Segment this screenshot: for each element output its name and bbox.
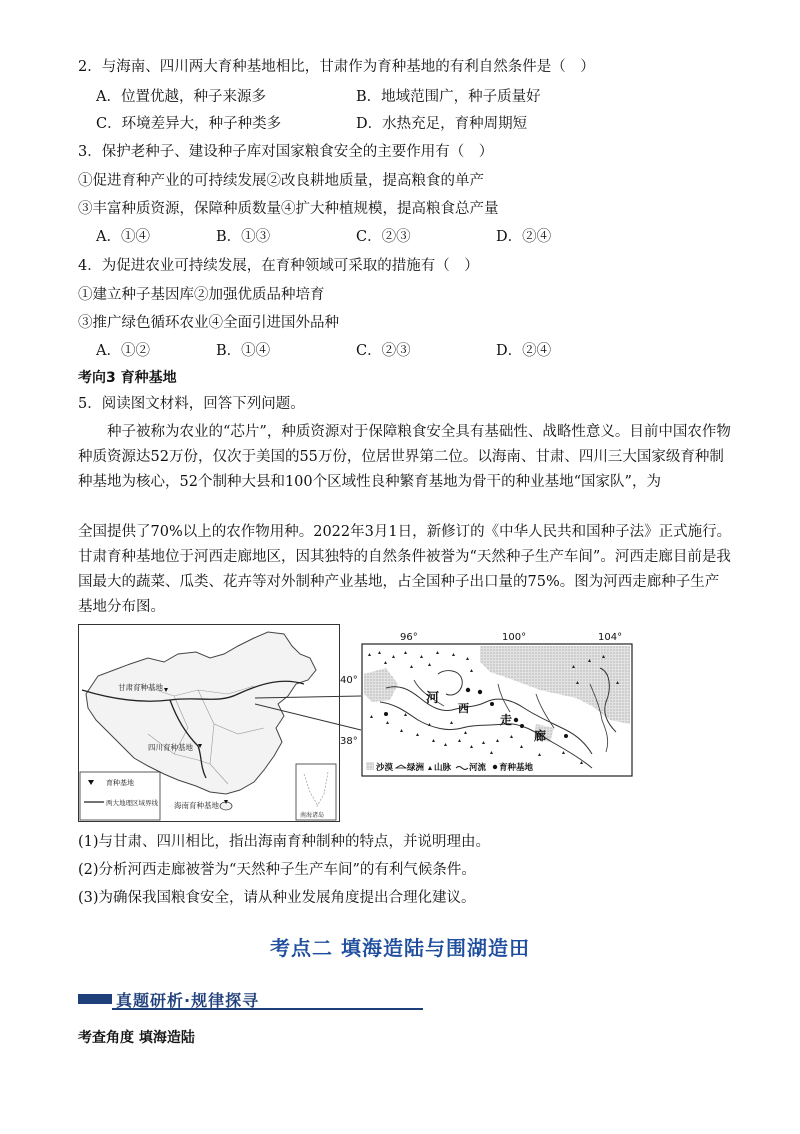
lon-96-label: 96° [400, 632, 418, 643]
q2-option-c: C．环境差异大，种子种类多 [96, 116, 282, 132]
sichuan-base-label: 四川育种基地 [148, 743, 193, 752]
q5-subquestion-1: (1)与甘肃、四川相比，指出海南育种制种的特点，并说明理由。 [78, 834, 491, 850]
lon-100-label: 100° [502, 632, 527, 643]
legend-desert-icon [366, 762, 374, 770]
corridor-label-xi: 西 [458, 702, 469, 715]
q3-option-a: A．①④ [96, 229, 150, 245]
legend-oasis-label: 绿洲 [407, 763, 425, 773]
exam-angle-heading: 考查角度 填海造陆 [78, 1030, 195, 1046]
lat-38-label: 38° [340, 736, 358, 747]
section-title: 考点二 填海造陆与围湖造田 [270, 936, 530, 960]
q2-option-a: A．位置优越，种子来源多 [96, 89, 266, 105]
corridor-label-he: 河 [426, 691, 440, 706]
section-banner [78, 988, 423, 1016]
legend-base-label: 育种基地 [106, 779, 134, 787]
q5-material-paragraph-1: 种子被称为农业的“芯片”，种质资源对于保障粮食安全具有基础性、战略性意义。目前中国农作物种质资源达52万份，仅次于美国的55万份，位居世界第二位。以海南、甘肃、四川三大国家级育种制种基地为核心，52个制种大县和100个区域性良种繁育基地为骨干的种业基地“国家队”，为 [78, 424, 731, 490]
legend-desert-label: 沙漠 [376, 763, 394, 773]
q4-option-c: C．②③ [356, 343, 411, 359]
corridor-label-zou: 走 [500, 713, 513, 727]
q3-statement-2: ③丰富种质资源，保障种质数量④扩大种植规模，提高粮食总产量 [78, 201, 499, 217]
q5-subquestion-2: (2)分析河西走廊被誉为“天然种子生产车间”的有利气候条件。 [78, 862, 476, 878]
q5-material-paragraph-2: 全国提供了70%以上的农作物用种。2022年3月1日，新修订的《中华人民共和国种子法》正式施行。甘肃育种基地位于河西走廊地区，因其独特的自然条件被誉为“天然种子生产车间”。河西走廊目前是我国最大的蔬菜、瓜类、花卉等对外制种产业基地，占全国种子出口量的75%。图为河西走廊种子生产基地分布图。 [78, 524, 732, 615]
banner-bar [78, 994, 112, 1004]
topic-heading: 考向3 育种基地 [78, 370, 177, 386]
q4-statement-1: ①建立种子基因库②加强优质品种培育 [78, 287, 325, 303]
q4-option-b: B．①④ [216, 343, 271, 359]
q3-option-c: C．②③ [356, 229, 411, 245]
q2-option-d: D．水热充足，育种周期短 [356, 116, 528, 132]
legend-boundary-label: 两大地理区域界线 [106, 799, 158, 807]
q4-option-a: A．①② [96, 343, 150, 359]
lon-104-label: 104° [598, 632, 623, 643]
q3-option-b: B．①③ [216, 229, 271, 245]
q2-stem: 2．与海南、四川两大育种基地相比，甘肃作为育种基地的有利自然条件是（ ） [78, 59, 595, 75]
lat-40-label: 40° [340, 675, 358, 686]
q2-option-b: B．地域范围广，种子质量好 [356, 89, 541, 105]
inset-label: 南海诸岛 [300, 812, 325, 819]
legend-base-dot-icon [493, 765, 497, 769]
q4-stem: 4．为促进农业可持续发展，在育种领域可采取的措施有（ ） [78, 258, 479, 274]
banner-text: 真题研析·规律探寻 [116, 991, 260, 1010]
gansu-base-label: 甘肃育种基地 [118, 683, 163, 692]
legend-mountain-label: 山脉 [434, 763, 452, 773]
legend-river-label: 河流 [469, 763, 487, 773]
q5-stem: 5．阅读图文材料，回答下列问题。 [78, 396, 305, 412]
q5-subquestion-3: (3)为确保我国粮食安全，请从种业发展角度提出合理化建议。 [78, 890, 476, 906]
q4-statement-2: ③推广绿色循环农业④全面引进国外品种 [78, 315, 339, 331]
hainan-base-label: 海南育种基地 [174, 801, 219, 810]
q3-option-d: D．②④ [496, 229, 552, 245]
corridor-label-lang: 廊 [534, 729, 547, 743]
q3-statement-1: ①促进育种产业的可持续发展②改良耕地质量，提高粮食的单产 [78, 173, 484, 189]
legend-base-dot-label: 育种基地 [499, 763, 534, 773]
hexi-corridor-map [340, 628, 636, 780]
q4-option-d: D．②④ [496, 343, 552, 359]
q3-stem: 3．保护老种子、建设种子库对国家粮食安全的主要作用有（ ） [78, 144, 494, 160]
